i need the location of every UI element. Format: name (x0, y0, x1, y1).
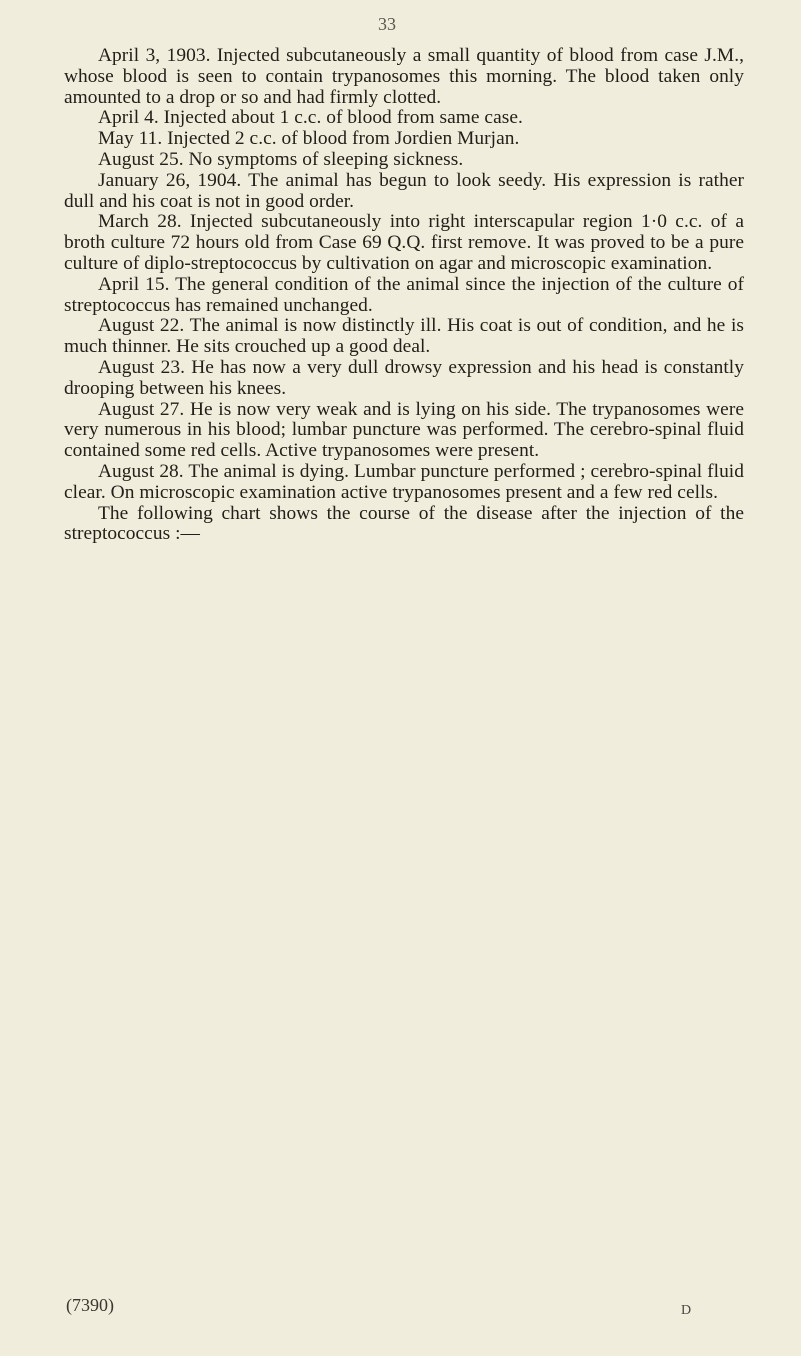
paragraph-may-11: May 11. Injected 2 c.c. of blood from Jordien Murjan. (98, 128, 520, 150)
paragraph-august-22: August 22. The animal is now distinctly ill. His coat is out of condition, and he is much thinner. He sits crouched up a good deal. (64, 315, 744, 358)
paragraph-august-25: August 25. No symptoms of sleeping sickness. (98, 148, 464, 170)
printer-signature: (7390) (66, 1295, 114, 1315)
page-number: 33 (378, 14, 396, 34)
paragraph-august-23: August 23. He has now a very dull drowsy expression and his head is constantly drooping between his knees. (64, 356, 744, 399)
paragraph-april-15: April 15. The general condition of the animal since the injection of the culture of streptococcus has remained unchanged. (64, 273, 744, 316)
paragraph-august-28: August 28. The animal is dying. Lumbar puncture performed ; cerebro-spinal fluid clear. On microscopic examination active trypanosomes present and a few red cells. (64, 460, 744, 503)
paragraph-march-28: March 28. Injected subcutaneously into right interscapular region 1·0 c.c. of a broth culture 72 hours old from Case 69 Q.Q. first remove. It was proved to be a pure culture of diplo-streptococcus by cultivation on agar and microscopic examination. (64, 211, 744, 274)
paragraph-chart-intro: The following chart shows the course of the disease after the injection of the streptococcus :— (64, 502, 744, 545)
paragraph-august-27: August 27. He is now very weak and is lying on his side. The trypanosomes were very numerous in his blood; lumbar puncture was performed. The cerebro-spinal fluid contained some red cells. Active trypanosomes were present. (64, 398, 744, 462)
body-text (64, 46, 744, 545)
paragraph-april-4: April 4. Injected about 1 c.c. of blood from same case. (98, 107, 523, 129)
paragraph-april-3: April 3, 1903. Injected subcutaneously a small quantity of blood from case J.M., whose blood is seen to contain trypanosomes this morning. The blood taken only amounted to a drop or so and had firmly clotted. (64, 45, 744, 108)
signature-mark: D (681, 1303, 692, 1318)
paragraph-january-26: January 26, 1904. The animal has begun to look seedy. His expression is rather dull and his coat is not in good order. (64, 169, 744, 212)
